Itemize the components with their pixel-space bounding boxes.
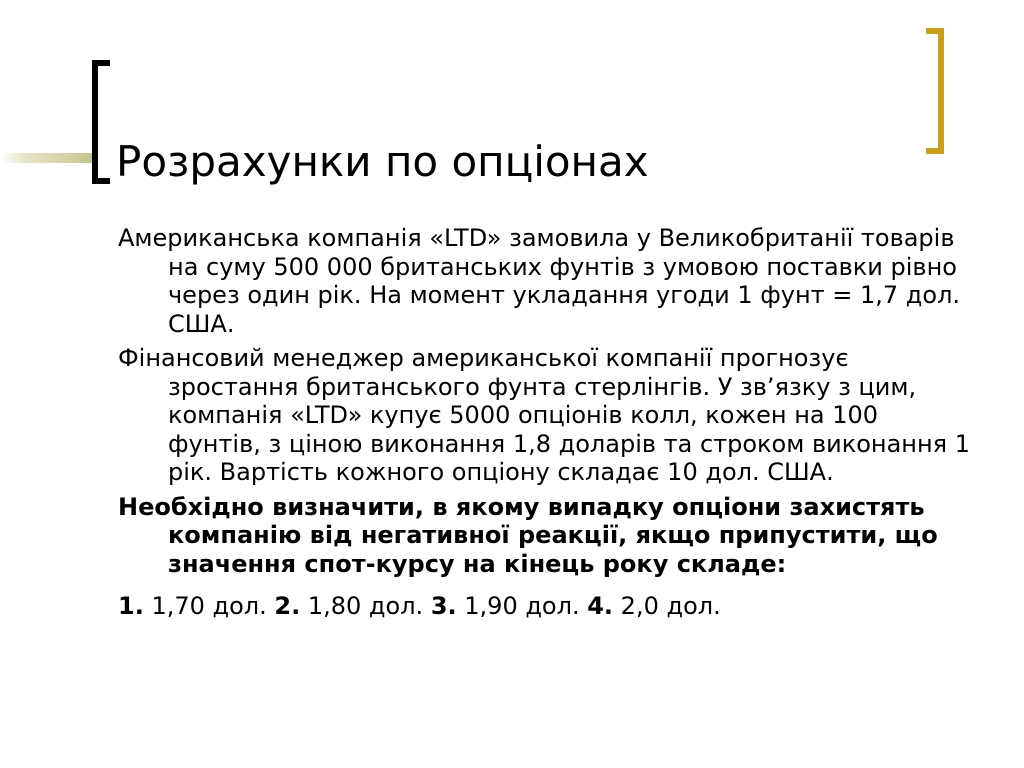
- paragraph-order: Американська компанія «LTD» замовила у Великобританії товарів на суму 500 000 британських фунтів з умовою поставки рівно через один рік. На момент укладання угоди 1 фунт = 1,7 дол. США.: [118, 224, 961, 338]
- answer-options: [118, 592, 978, 621]
- answer-1-number: 1.: [118, 592, 144, 620]
- answer-3-number: 3.: [430, 592, 457, 620]
- answer-2-number: 2.: [274, 592, 301, 620]
- answer-4-number: 4.: [587, 592, 614, 620]
- slide-body: [118, 224, 978, 621]
- left-bracket-decoration: [92, 60, 110, 184]
- right-bracket-decoration: [926, 28, 944, 154]
- question-text: Необхідно визначити, в якому випадку опціони захистять компанію від негативної реакції, якщо припустити, що значення спот-курсу на кінець року складе:: [118, 492, 938, 578]
- slide-title: Розрахунки по опціонах: [116, 137, 649, 187]
- answer-4-text: 2,0 дол.: [613, 592, 721, 620]
- decorative-line: [0, 153, 96, 163]
- answer-1-text: 1,70 дол.: [143, 592, 275, 620]
- answer-2-text: 1,80 дол.: [300, 592, 431, 620]
- paragraph-forecast: Фінансовий менеджер американської компанії прогнозує зростання британського фунта стерлінгів. У зв’язку з цим, компанія «LTD» купує 5000 опціонів колл, кожен на 100 фунтів, з ціною виконання 1,8 доларів та строком виконання 1 рік. Вартість кожного опціону складає 10 дол. США.: [118, 344, 970, 486]
- answer-3-text: 1,90 дол.: [456, 592, 588, 620]
